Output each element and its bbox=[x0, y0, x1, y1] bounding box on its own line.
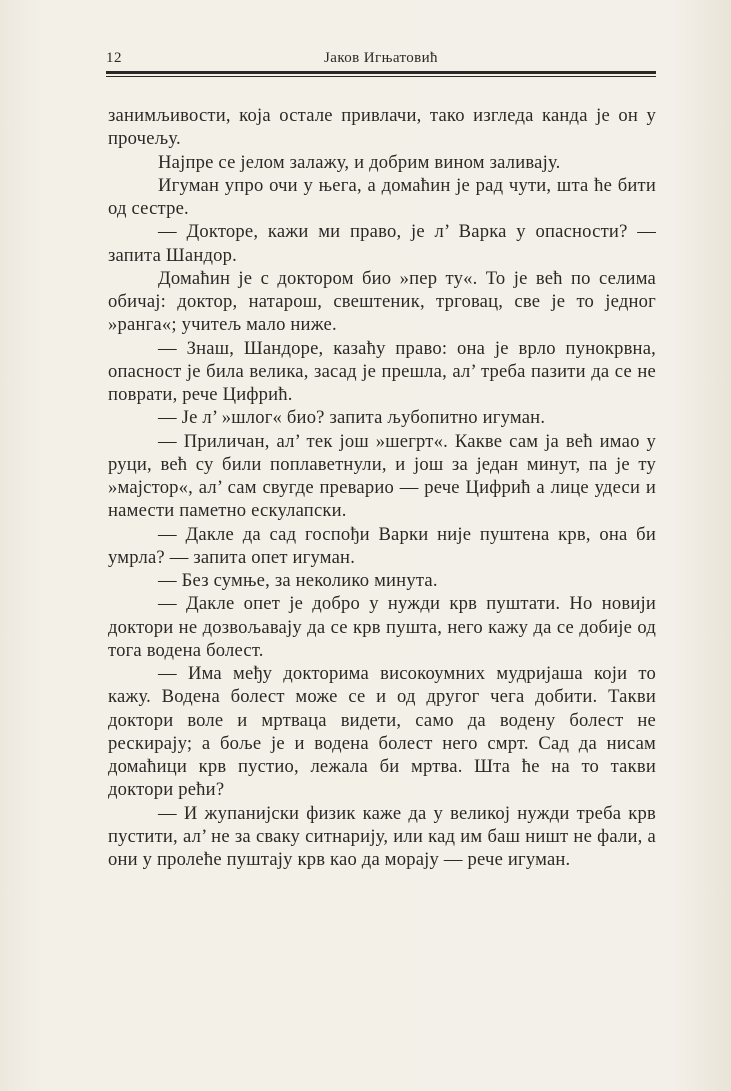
paragraph: — Дакле да сад госпођи Варки није пуштена крв, она би умрла? — запита опет игуман. bbox=[108, 523, 656, 568]
paragraph: — Без сумње, за неколико минута. bbox=[158, 570, 438, 591]
paragraph: — Има међу докторима високоумних мудријаша који то кажу. Водена болест може се и од другог чега добити. Такви доктори воле и мртваца видети, само да водену болест не рескирају; а боље је и водена болест него смрт. Сад да нисам домаћици крв пустио, лежала би мртва. Шта ће на то такви доктори рећи? bbox=[108, 663, 656, 801]
paragraph: Домаћин је с доктором био »пер ту«. То је већ по селима обичај: доктор, натарош, свештеник, трговац, све је то једног »ранга«; учитељ мало ниже. bbox=[108, 267, 656, 336]
paragraph: занимљивости, која остале привлачи, тако изгледа канда је он у прочељу. bbox=[108, 105, 656, 150]
paragraph: — Знаш, Шандоре, казаћу право: она је врло пунокрвна, опасност је била велика, засад је прешла, ал’ треба пазити да се не поврати, рече Цифрић. bbox=[108, 337, 656, 405]
paragraph: — Дакле опет је добро у нужди крв пуштати. Но новији доктори не дозвољавају да се крв пушта, него кажу да се добије од тога водена болест. bbox=[108, 593, 656, 661]
page-header bbox=[106, 47, 656, 69]
paragraph: — И жупанијски физик каже да у великој нужди треба крв пустити, ал’ не за сваку ситнарију, или кад им баш ништ не фали, а они у пролеће пуштају крв као да морају — рече игуман. bbox=[108, 802, 656, 870]
paragraph: — Докторе, кажи ми право, је л’ Варка у опасности? — запита Шандор. bbox=[108, 221, 656, 266]
running-title: Јаков Игњатовић bbox=[324, 50, 438, 66]
paragraph: Најпре се јелом залажу, и добрим вином заливају. bbox=[158, 151, 561, 173]
header-rule-thin bbox=[106, 76, 656, 77]
paragraph: Игуман упро очи у њега, а домаћин је рад чути, шта ће бити од сестре. bbox=[108, 174, 656, 219]
body-text bbox=[108, 104, 656, 871]
paragraph: — Приличан, ал’ тек још »шегрт«. Какве сам ја већ имао у руци, већ су били поплаветнули, и још за један минут, па је ту »мајстор«, ал’ сам свугде преварио — рече Цифрић а лице удеси и намести паметно ескулапски. bbox=[108, 430, 656, 522]
page-number: 12 bbox=[106, 50, 122, 66]
paragraph: — Је л’ »шлог« био? запита љубопитно игуман. bbox=[158, 407, 546, 429]
header-rule-thick bbox=[106, 71, 656, 74]
